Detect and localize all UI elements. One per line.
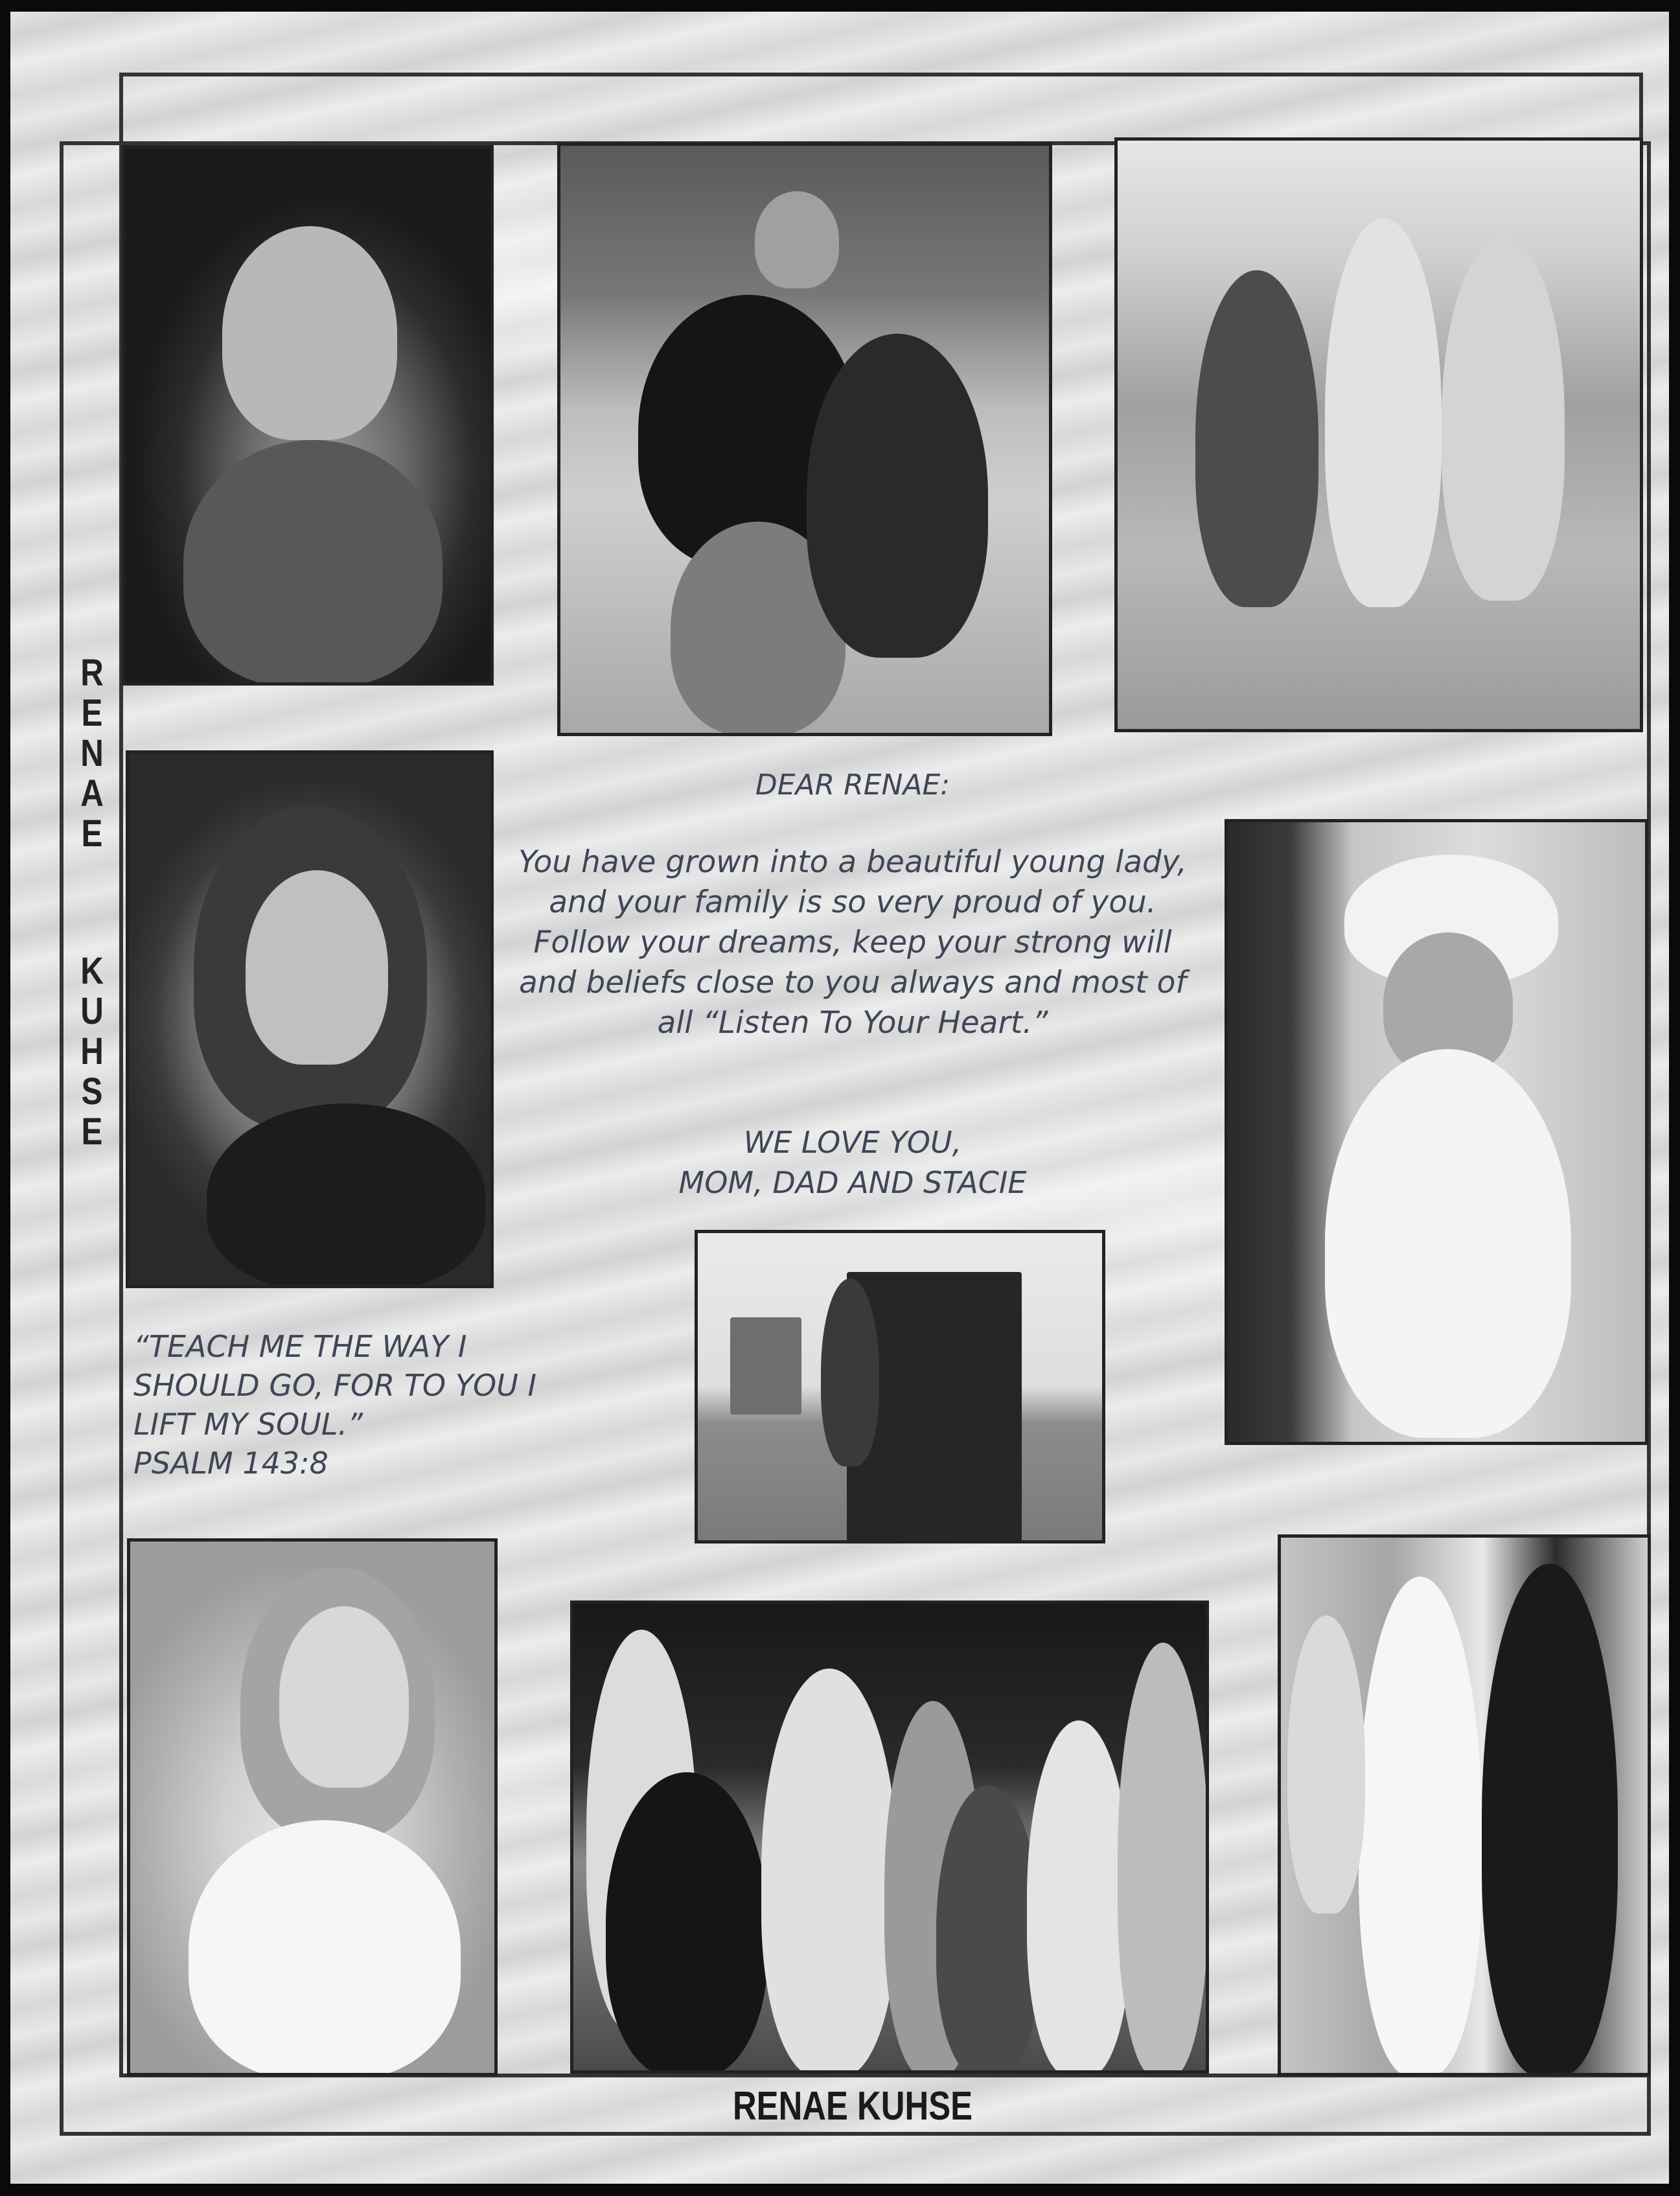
footer-name: RENAE KUHSE [732,2084,973,2129]
vertical-letter: K [80,950,104,992]
vertical-letter: S [81,1070,103,1113]
vertical-letter: E [81,692,103,734]
letter-signature: MOM, DAD AND STACIE [678,1165,1027,1200]
verse-line: LIFT MY SOUL.” [133,1407,363,1442]
vertical-letter: E [81,813,103,855]
photo-group-at-marina [1114,137,1643,732]
letter-closing [593,1122,1112,1203]
photo-with-father [557,143,1052,736]
verse-line: “TEACH ME THE WAY I [133,1329,467,1364]
photo-at-piano [695,1230,1105,1543]
photo-childhood-portrait [122,145,494,686]
letter-greeting: DEAR RENAE: [755,769,950,802]
photo-girl-in-white-hat [1225,819,1648,1445]
photo-prom-couple [1278,1534,1651,2076]
yearbook-page [10,12,1669,2184]
page-frame-top [119,73,1643,137]
verse-reference: PSALM 143:8 [133,1446,328,1481]
bible-verse [133,1327,639,1483]
vertical-letter: R [80,652,104,694]
vertical-letter: U [80,990,104,1032]
photo-school-portrait [126,750,494,1288]
verse-line: SHOULD GO, FOR TO YOU I [133,1368,537,1403]
vertical-name [76,653,109,1152]
photo-group-of-friends [570,1601,1209,2074]
letter-body: You have grown into a beautiful young lady, and your family is so very proud of you. Follow your dreams, keep your strong will and beliefs close to you always and most of all “Listen To Your Heart.” [518,844,1187,1041]
letter-closing-line: WE LOVE YOU, [743,1125,962,1160]
vertical-letter: A [80,772,104,815]
vertical-letter: N [80,732,104,774]
vertical-letter: H [80,1030,104,1072]
vertical-letter: E [81,1111,103,1153]
photo-senior-portrait [127,1538,498,2076]
